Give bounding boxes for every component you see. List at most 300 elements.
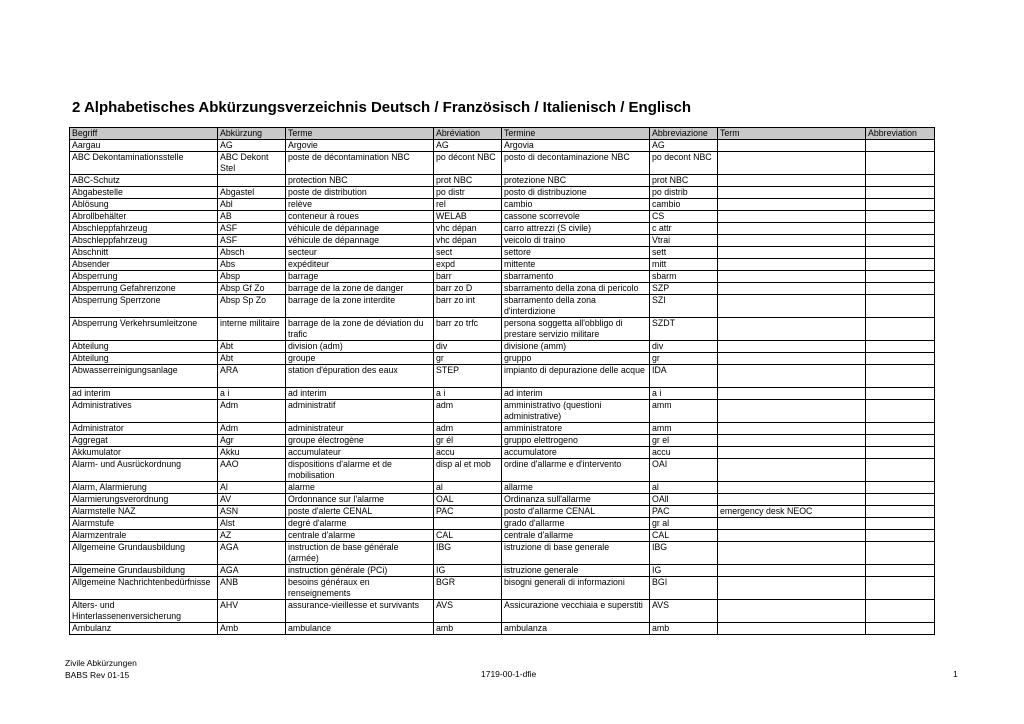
table-cell: interne militaire — [218, 318, 286, 341]
table-cell: barr zo int — [434, 295, 502, 318]
table-cell: Alst — [218, 518, 286, 530]
table-cell: AG — [434, 140, 502, 152]
table-row — [70, 175, 935, 187]
table-cell: Abt — [218, 341, 286, 353]
table-cell: Absperrung Gefahrenzone — [70, 283, 218, 295]
table-cell: gruppo — [502, 353, 650, 365]
table-cell: ABC Dekont Stel — [218, 152, 286, 175]
footer-page-number: 1 — [953, 669, 958, 679]
table-cell: Abschnitt — [70, 247, 218, 259]
table-cell: AV — [218, 494, 286, 506]
table-cell — [866, 400, 935, 423]
table-cell: grado d'allarme — [502, 518, 650, 530]
table-row — [70, 400, 935, 423]
table-cell: centrale d'alarme — [286, 530, 434, 542]
table-cell — [718, 447, 866, 459]
table-cell: disp al et mob — [434, 459, 502, 482]
table-row — [70, 518, 935, 530]
table-cell: accu — [650, 447, 718, 459]
table-cell — [718, 423, 866, 435]
table-cell: véhicule de dépannage — [286, 235, 434, 247]
table-cell: AB — [218, 211, 286, 223]
table-cell — [866, 152, 935, 175]
table-row — [70, 459, 935, 482]
table-cell: impianto di depurazione delle acque — [502, 365, 650, 388]
table-row — [70, 283, 935, 295]
table-cell: settore — [502, 247, 650, 259]
table-cell: ad interim — [502, 388, 650, 400]
table-cell: Argovie — [286, 140, 434, 152]
table-cell: IDA — [650, 365, 718, 388]
table-cell: c attr — [650, 223, 718, 235]
table-cell: adm — [434, 423, 502, 435]
table-cell: amm — [650, 400, 718, 423]
table-cell: vhc dépan — [434, 223, 502, 235]
table-cell: BGR — [434, 577, 502, 600]
table-row — [70, 623, 935, 635]
table-cell: Absender — [70, 259, 218, 271]
table-cell: Abwasserreinigungsanlage — [70, 365, 218, 388]
table-cell: Abl — [218, 199, 286, 211]
table-cell: centrale d'allarme — [502, 530, 650, 542]
table-cell: groupe électrogène — [286, 435, 434, 447]
table-body — [70, 140, 935, 635]
table-row — [70, 211, 935, 223]
table-cell: IBG — [650, 542, 718, 565]
table-row — [70, 341, 935, 353]
table-cell: besoins généraux en renseignements — [286, 577, 434, 600]
table-cell: instruction générale (PCi) — [286, 565, 434, 577]
table-cell — [866, 365, 935, 388]
table-cell: Alarmstufe — [70, 518, 218, 530]
table-cell: Ablösung — [70, 199, 218, 211]
table-cell: AGA — [218, 565, 286, 577]
table-cell: Aggregat — [70, 435, 218, 447]
table-row — [70, 199, 935, 211]
table-cell: accumulateur — [286, 447, 434, 459]
table-cell — [718, 271, 866, 283]
table-cell: AGA — [218, 542, 286, 565]
table-cell — [718, 235, 866, 247]
table-cell — [866, 565, 935, 577]
table-cell: barrage de la zone de déviation du trafic — [286, 318, 434, 341]
table-cell: Allgemeine Grundausbildung — [70, 542, 218, 565]
table-row — [70, 235, 935, 247]
table-cell — [866, 577, 935, 600]
column-header-terme: Terme — [286, 128, 434, 140]
table-row — [70, 388, 935, 400]
table-cell: Absperrung Verkehrsumleitzone — [70, 318, 218, 341]
table-cell: amb — [650, 623, 718, 635]
table-cell: CS — [650, 211, 718, 223]
table-cell — [718, 199, 866, 211]
table-cell: istruzione generale — [502, 565, 650, 577]
table-cell: degré d'alarme — [286, 518, 434, 530]
table-cell: vhc dépan — [434, 235, 502, 247]
table-row — [70, 247, 935, 259]
table-cell: sbarramento — [502, 271, 650, 283]
table-row — [70, 259, 935, 271]
table-row — [70, 542, 935, 565]
table-cell: Alters- und Hinterlassenenversicherung — [70, 600, 218, 623]
table-cell: sbarramento della zona d'interdizione — [502, 295, 650, 318]
table-cell — [718, 388, 866, 400]
table-cell — [866, 295, 935, 318]
table-cell — [866, 235, 935, 247]
abbreviation-table — [69, 127, 935, 635]
table-cell — [718, 152, 866, 175]
table-cell: cambio — [502, 199, 650, 211]
table-cell: Adm — [218, 423, 286, 435]
table-cell: sect — [434, 247, 502, 259]
table-cell: alarme — [286, 482, 434, 494]
table-cell: division (adm) — [286, 341, 434, 353]
column-header-abkuerzung: Abkürzung — [218, 128, 286, 140]
table-cell — [866, 283, 935, 295]
table-row — [70, 271, 935, 283]
table-cell — [718, 283, 866, 295]
table-cell — [866, 223, 935, 235]
table-cell — [866, 482, 935, 494]
table-cell: amministratore — [502, 423, 650, 435]
column-header-begriff: Begriff — [70, 128, 218, 140]
table-cell: ASF — [218, 235, 286, 247]
table-cell: secteur — [286, 247, 434, 259]
table-cell — [866, 623, 935, 635]
table-cell: posto di decontaminazione NBC — [502, 152, 650, 175]
table-cell: sbarramento della zona di pericolo — [502, 283, 650, 295]
table-cell: IG — [434, 565, 502, 577]
table-cell: Abschleppfahrzeug — [70, 223, 218, 235]
table-cell — [718, 542, 866, 565]
table-cell: ABC Dekontaminationsstelle — [70, 152, 218, 175]
table-cell: ASN — [218, 506, 286, 518]
table-cell: Administrator — [70, 423, 218, 435]
table-cell — [718, 175, 866, 187]
table-cell: al — [434, 482, 502, 494]
table-row — [70, 506, 935, 518]
table-cell: posto di distribuzione — [502, 187, 650, 199]
table-cell — [866, 271, 935, 283]
table-cell: Ambulanz — [70, 623, 218, 635]
table-cell: persona soggetta all'obbligo di prestare servizio militare — [502, 318, 650, 341]
table-cell — [866, 341, 935, 353]
table-row — [70, 577, 935, 600]
table-cell — [866, 318, 935, 341]
table-cell — [718, 259, 866, 271]
table-cell: gruppo elettrogeno — [502, 435, 650, 447]
table-cell: Absperrung — [70, 271, 218, 283]
table-cell — [866, 187, 935, 199]
table-cell: posto d'allarme CENAL — [502, 506, 650, 518]
table-cell: bisogni generali di informazioni — [502, 577, 650, 600]
table-cell — [866, 518, 935, 530]
footer-revision: BABS Rev 01-15 — [65, 670, 130, 680]
footer-document-name: Zivile Abkürzungen — [65, 658, 137, 668]
table-cell: ARA — [218, 365, 286, 388]
table-cell: Argovia — [502, 140, 650, 152]
table-cell: Akkumulator — [70, 447, 218, 459]
table-cell: a i — [650, 388, 718, 400]
table-cell: allarme — [502, 482, 650, 494]
table-cell: administratif — [286, 400, 434, 423]
table-cell — [866, 423, 935, 435]
table-cell: ABC-Schutz — [70, 175, 218, 187]
table-cell: Absp Gf Zo — [218, 283, 286, 295]
table-cell — [718, 518, 866, 530]
column-header-abreviation: Abréviation — [434, 128, 502, 140]
column-header-term: Term — [718, 128, 866, 140]
page-title: 2 Alphabetisches Abkürzungsverzeichnis Deutsch / Französisch / Italienisch / Englisch — [72, 99, 692, 116]
table-cell — [866, 259, 935, 271]
table-cell: Ordinanza sull'allarme — [502, 494, 650, 506]
table-cell: po distr — [434, 187, 502, 199]
table-cell: CAL — [434, 530, 502, 542]
table-cell: Ordonnance sur l'alarme — [286, 494, 434, 506]
table-cell: poste de décontamination NBC — [286, 152, 434, 175]
table-cell: Alarmierungsverordnung — [70, 494, 218, 506]
table-cell: AAO — [218, 459, 286, 482]
table-cell: Agr — [218, 435, 286, 447]
table-cell — [718, 435, 866, 447]
table-cell: IBG — [434, 542, 502, 565]
table-cell: Allgemeine Grundausbildung — [70, 565, 218, 577]
table-row — [70, 447, 935, 459]
table-cell: Abteilung — [70, 341, 218, 353]
table-cell: ambulanza — [502, 623, 650, 635]
table-cell: Absch — [218, 247, 286, 259]
table-cell: AVS — [434, 600, 502, 623]
table-cell — [866, 542, 935, 565]
table-cell: Abs — [218, 259, 286, 271]
table-cell: SZP — [650, 283, 718, 295]
table-cell: Adm — [218, 400, 286, 423]
table-row — [70, 140, 935, 152]
table-cell: SZDT — [650, 318, 718, 341]
table-cell: divisione (amm) — [502, 341, 650, 353]
table-cell: barrage de la zone de danger — [286, 283, 434, 295]
table-cell: IG — [650, 565, 718, 577]
table-cell: Akku — [218, 447, 286, 459]
table-cell: ambulance — [286, 623, 434, 635]
table-cell: poste d'alerte CENAL — [286, 506, 434, 518]
table-cell: a i — [434, 388, 502, 400]
table-cell: gr — [650, 353, 718, 365]
table-cell: Alarm- und Ausrückordnung — [70, 459, 218, 482]
table-cell: mitt — [650, 259, 718, 271]
table-cell: gr — [434, 353, 502, 365]
table-cell — [866, 506, 935, 518]
table-cell: accu — [434, 447, 502, 459]
table-cell: PAC — [434, 506, 502, 518]
table-cell: Abt — [218, 353, 286, 365]
table-cell — [718, 600, 866, 623]
table-cell: ordine d'allarme e d'intervento — [502, 459, 650, 482]
table-cell — [718, 459, 866, 482]
table-cell — [718, 577, 866, 600]
table-cell — [866, 175, 935, 187]
table-cell: station d'épuration des eaux — [286, 365, 434, 388]
table-cell — [718, 140, 866, 152]
table-cell: assurance-vieillesse et survivants — [286, 600, 434, 623]
table-cell — [718, 400, 866, 423]
table-cell: Abteilung — [70, 353, 218, 365]
table-cell: AHV — [218, 600, 286, 623]
table-cell: OAI — [650, 459, 718, 482]
table-cell: Vtrai — [650, 235, 718, 247]
table-cell — [866, 459, 935, 482]
table-cell — [866, 388, 935, 400]
table-cell — [718, 565, 866, 577]
table-cell: gr al — [650, 518, 718, 530]
table-cell — [718, 353, 866, 365]
table-cell: Assicurazione vecchiaia e superstiti — [502, 600, 650, 623]
footer-document-id: 1719-00-1-dfie — [481, 669, 537, 679]
table-cell: Absperrung Sperrzone — [70, 295, 218, 318]
table-cell — [718, 482, 866, 494]
table-cell: gr el — [650, 435, 718, 447]
table-cell: ad interim — [286, 388, 434, 400]
table-cell: PAC — [650, 506, 718, 518]
table-row — [70, 435, 935, 447]
table-cell — [866, 494, 935, 506]
table-cell: adm — [434, 400, 502, 423]
table-cell: Administratives — [70, 400, 218, 423]
table-cell: carro attrezzi (S civile) — [502, 223, 650, 235]
table-row — [70, 530, 935, 542]
table-row — [70, 365, 935, 388]
table-cell — [718, 530, 866, 542]
table-cell — [866, 600, 935, 623]
table-cell: po decont NBC — [650, 152, 718, 175]
table-cell — [718, 341, 866, 353]
table-cell: rel — [434, 199, 502, 211]
table-cell: véhicule de dépannage — [286, 223, 434, 235]
table-cell — [718, 623, 866, 635]
table-cell: al — [650, 482, 718, 494]
table-cell: conteneur à roues — [286, 211, 434, 223]
table-row — [70, 295, 935, 318]
table-cell: Abgabestelle — [70, 187, 218, 199]
table-header — [70, 128, 935, 140]
table-cell — [866, 530, 935, 542]
table-cell: protection NBC — [286, 175, 434, 187]
abbreviation-table-container — [69, 127, 935, 635]
table-cell: STEP — [434, 365, 502, 388]
table-cell: amb — [434, 623, 502, 635]
table-cell — [218, 175, 286, 187]
table-row — [70, 318, 935, 341]
table-cell: mittente — [502, 259, 650, 271]
table-cell: ANB — [218, 577, 286, 600]
table-cell: administrateur — [286, 423, 434, 435]
table-cell: barrage — [286, 271, 434, 283]
table-cell: AVS — [650, 600, 718, 623]
table-row — [70, 482, 935, 494]
table-cell — [434, 518, 502, 530]
table-cell: barr zo trfc — [434, 318, 502, 341]
table-cell: div — [434, 341, 502, 353]
table-cell: amm — [650, 423, 718, 435]
table-cell: poste de distribution — [286, 187, 434, 199]
table-cell: veicolo di traino — [502, 235, 650, 247]
table-cell: AG — [218, 140, 286, 152]
table-row — [70, 423, 935, 435]
table-cell — [866, 211, 935, 223]
table-row — [70, 223, 935, 235]
table-cell — [718, 211, 866, 223]
table-cell: Absp — [218, 271, 286, 283]
table-cell — [718, 223, 866, 235]
table-cell: sbarm — [650, 271, 718, 283]
table-cell — [866, 140, 935, 152]
table-cell — [718, 494, 866, 506]
table-cell: emergency desk NEOC — [718, 506, 866, 518]
table-cell: Abschleppfahrzeug — [70, 235, 218, 247]
table-cell: Amb — [218, 623, 286, 635]
table-cell: OAll — [650, 494, 718, 506]
table-cell: prot NBC — [650, 175, 718, 187]
table-row — [70, 565, 935, 577]
column-header-termine: Termine — [502, 128, 650, 140]
column-header-abbreviation: Abbreviation — [866, 128, 935, 140]
table-cell: CAL — [650, 530, 718, 542]
table-cell: cambio — [650, 199, 718, 211]
table-cell: po décont NBC — [434, 152, 502, 175]
table-row — [70, 152, 935, 175]
table-cell — [718, 365, 866, 388]
table-cell — [718, 295, 866, 318]
table-cell: accumulatore — [502, 447, 650, 459]
table-cell: Abrollbehälter — [70, 211, 218, 223]
table-cell: relève — [286, 199, 434, 211]
table-cell: prot NBC — [434, 175, 502, 187]
table-cell: expéditeur — [286, 259, 434, 271]
table-cell: Alarmstelle NAZ — [70, 506, 218, 518]
table-cell: AZ — [218, 530, 286, 542]
table-cell: groupe — [286, 353, 434, 365]
table-cell — [866, 247, 935, 259]
table-cell: amministrativo (questioni administrative) — [502, 400, 650, 423]
table-cell: expd — [434, 259, 502, 271]
table-cell — [718, 318, 866, 341]
table-cell: Aargau — [70, 140, 218, 152]
table-cell — [866, 447, 935, 459]
table-cell: ASF — [218, 223, 286, 235]
table-cell: Absp Sp Zo — [218, 295, 286, 318]
table-row — [70, 494, 935, 506]
table-cell: dispositions d'alarme et de mobilisation — [286, 459, 434, 482]
table-cell: WELAB — [434, 211, 502, 223]
table-cell: BGI — [650, 577, 718, 600]
table-cell: Alarm, Alarmierung — [70, 482, 218, 494]
table-cell: protezione NBC — [502, 175, 650, 187]
table-cell: sett — [650, 247, 718, 259]
table-row — [70, 187, 935, 199]
table-cell: OAL — [434, 494, 502, 506]
table-cell: Abgastel — [218, 187, 286, 199]
table-cell: po distrib — [650, 187, 718, 199]
table-cell — [866, 199, 935, 211]
table-cell: cassone scorrevole — [502, 211, 650, 223]
table-cell: div — [650, 341, 718, 353]
table-cell: barr — [434, 271, 502, 283]
table-cell: ad interim — [70, 388, 218, 400]
table-cell: SZI — [650, 295, 718, 318]
table-cell: gr él — [434, 435, 502, 447]
table-cell — [866, 353, 935, 365]
footer-left — [65, 657, 137, 681]
